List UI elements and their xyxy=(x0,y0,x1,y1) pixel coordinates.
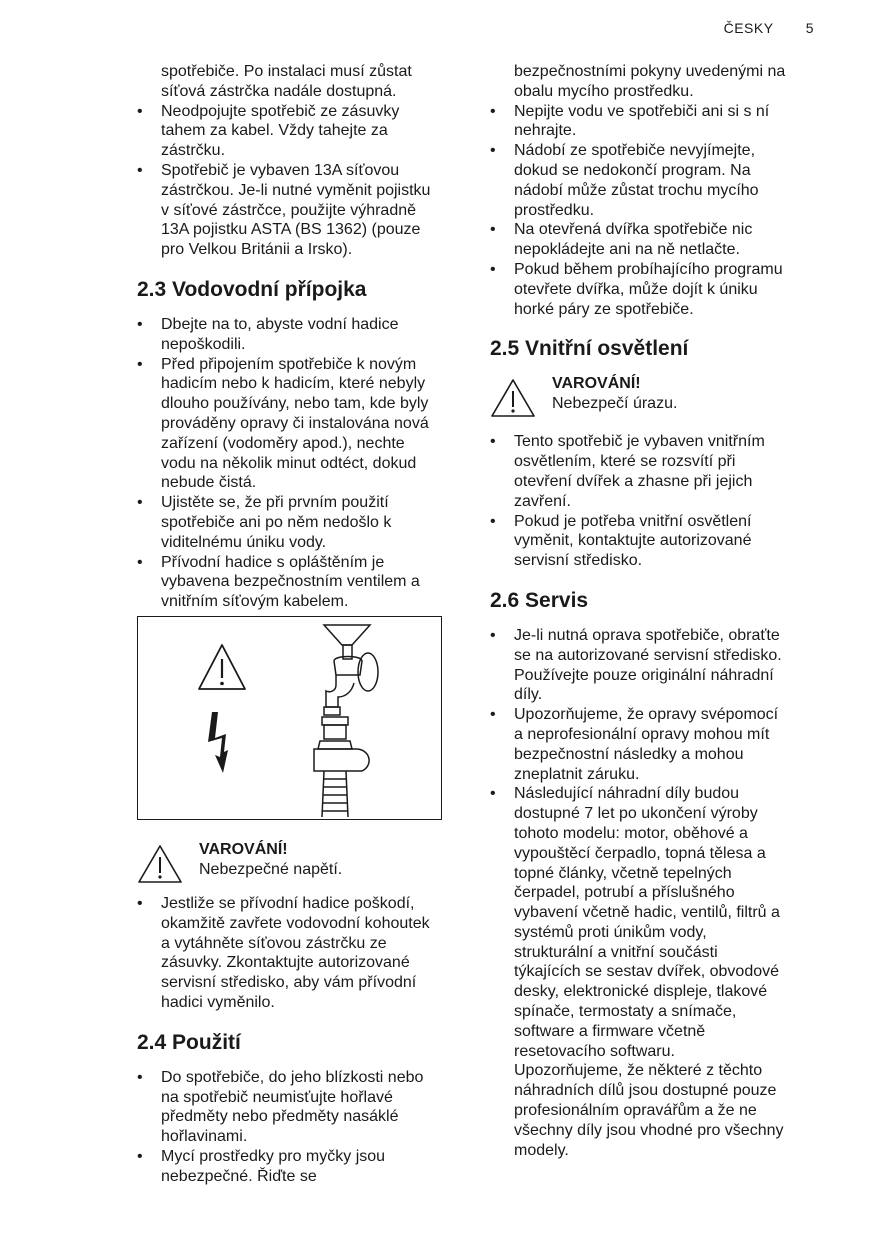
interior-light-bullets xyxy=(490,432,830,571)
text-line: strukturální a vnitřní součásti xyxy=(514,943,718,961)
text-line: vyměnit, kontaktujte autorizované xyxy=(514,532,752,550)
text-line: prováděny opravy či instalována nová xyxy=(161,414,429,432)
text-line: • Spotřebič je vybaven 13A síťovou xyxy=(161,161,400,179)
list-item xyxy=(490,102,830,142)
text-line: hadicím nebo k hadicím, které nebyly xyxy=(161,375,426,393)
text-line: • Jestliže se přívodní hadice poškodí, xyxy=(161,894,415,912)
text-line: se na autorizované servisní středisko. xyxy=(514,646,782,664)
text-line: týkajících se sestav dvířek, obvodové xyxy=(514,963,780,981)
text-line: nebezpečné. Řiďte se xyxy=(161,1167,317,1185)
text-line: software a firmware včetně xyxy=(514,1022,706,1040)
warning-text-block xyxy=(199,840,342,880)
text-line: dlouho používány, nebo tam, kde byly xyxy=(161,395,429,413)
list-item xyxy=(137,493,472,552)
text-line: hadici vyměnilo. xyxy=(161,993,275,1011)
text-line: zástrčkou. Je-li nutné vyměnit pojistku xyxy=(161,181,431,199)
warning-triangle-icon xyxy=(490,378,536,418)
text-line: • Před připojením spotřebiče k novým xyxy=(161,355,417,373)
list-item xyxy=(137,161,472,260)
intro-continuation xyxy=(490,62,830,102)
text-line: všechny díly jsou vhodné pro všechny xyxy=(514,1121,784,1139)
list-item xyxy=(490,432,830,511)
section-heading-2-5: 2.5 Vnitřní osvětlení xyxy=(490,337,689,361)
lightning-bolt-icon xyxy=(208,712,228,773)
text-line: profesionálním opravářům a že ne xyxy=(514,1102,757,1120)
text-line: modely. xyxy=(514,1141,569,1159)
text-line: • Ujistěte se, že při prvním použití xyxy=(161,494,389,512)
text-line: otevření dvířek a zhasne při jejich xyxy=(514,472,753,490)
text-line: nepoškodili. xyxy=(161,335,246,353)
service-bullets xyxy=(490,626,830,1161)
list-item xyxy=(490,220,830,260)
language-label: ČESKY xyxy=(723,20,774,36)
text-line: servisní středisko, aby vám přívodní xyxy=(161,974,417,992)
text-line: nepokládejte ani na ně netlačte. xyxy=(514,241,740,259)
page-number: 5 xyxy=(805,20,814,36)
text-line: spotřebiče ani po něm nedošlo k xyxy=(161,513,392,531)
text-line: • Pokud je potřeba vnitřní osvětlení xyxy=(514,512,752,530)
section-heading-2-6: 2.6 Servis xyxy=(490,588,589,612)
text-line: • Neodpojujte spotřebič ze zásuvky xyxy=(161,102,400,120)
text-line: náhradních dílů jsou dostupné pouze xyxy=(514,1082,777,1100)
list-item xyxy=(137,894,472,1013)
text-line: • Přívodní hadice s opláštěním je xyxy=(161,553,385,571)
text-line: • Pokud během probíhajícího programu xyxy=(514,260,783,278)
text-line: v síťové zástrčce, použijte výhradně xyxy=(161,201,417,219)
text-line: spínače, termostaty a snímače, xyxy=(514,1003,737,1021)
usage-bullets xyxy=(137,1068,472,1187)
text-line: horké páry ze spotřebiče. xyxy=(514,300,694,318)
text-line: dostupné 7 let po ukončení výroby xyxy=(514,805,758,823)
intro-bullet-list xyxy=(137,102,472,260)
text-line: obalu mycího prostředku. xyxy=(514,82,694,100)
text-line: • Na otevřená dvířka spotřebiče nic xyxy=(514,221,753,239)
text-line: • Do spotřebiče, do jeho blízkosti nebo xyxy=(161,1068,424,1086)
text-line: systémů proti únikům vody, xyxy=(514,923,707,941)
intro-continuation xyxy=(137,62,472,102)
water-connection-bullets xyxy=(137,315,472,612)
text-line: • Mycí prostředky pro myčky jsou xyxy=(161,1147,386,1165)
text-line: • Následující náhradní díly budou xyxy=(514,785,740,803)
warning-message: Nebezpečí úrazu. xyxy=(552,395,678,413)
text-line: otevřete dvířka, může dojít k úniku xyxy=(514,280,758,298)
text-line: okamžitě zavřete vodovodní kohoutek xyxy=(161,914,430,932)
text-line: bezpečnostní následky a mohou xyxy=(514,745,744,763)
left-column xyxy=(137,62,472,1186)
text-line: na spotřebič neumisťujte hořlavé xyxy=(161,1088,393,1106)
text-line: zástrčku. xyxy=(161,142,226,160)
text-line: Upozorňujeme, že některé z těchto xyxy=(514,1062,763,1080)
list-item xyxy=(137,355,472,494)
warning-title: VAROVÁNÍ! xyxy=(199,840,288,858)
text-line: vybavení včetně hadic, ventilů, filtrů a xyxy=(514,904,780,922)
text-line: • Nádobí ze spotřebiče nevyjímejte, xyxy=(514,142,756,160)
injury-warning xyxy=(490,374,830,432)
water-tap-icon xyxy=(324,625,378,715)
text-line: vodu na několik minut odtéct, dokud xyxy=(161,454,417,472)
text-line: zařízení (vodoměry apod.), nechte xyxy=(161,434,405,452)
hose-illustration xyxy=(137,616,442,820)
right-column xyxy=(490,62,830,1160)
text-line: resetovacího softwaru. xyxy=(514,1042,675,1060)
list-item xyxy=(490,260,830,319)
text-line: díly. xyxy=(514,686,543,704)
text-line: a vytáhněte síťovou zástrčku ze xyxy=(161,934,387,952)
text-line: nádobí může zůstat trochu mycího xyxy=(514,181,759,199)
text-line: prostředku. xyxy=(514,201,595,219)
text-line: Používejte pouze originální náhradní xyxy=(514,666,774,684)
text-line: nehrajte. xyxy=(514,122,577,140)
text-line: • Dbejte na to, abyste vodní hadice xyxy=(161,315,399,333)
text-line: bezpečnostními pokyny uvedenými na xyxy=(514,63,786,80)
text-line: tahem za kabel. Vždy tahejte za xyxy=(161,122,388,140)
list-item xyxy=(137,1147,472,1187)
section-heading-2-3: 2.3 Vodovodní přípojka xyxy=(137,277,367,301)
text-line: vybavena bezpečnostním ventilem a xyxy=(161,573,420,591)
hose-damage-bullets xyxy=(137,894,472,1013)
text-line: síťová zástrčka nadále dostupná. xyxy=(161,82,397,100)
list-item xyxy=(490,705,830,784)
text-line: zneplatnit záruku. xyxy=(514,765,640,783)
text-line: hořlavinami. xyxy=(161,1128,248,1146)
warning-triangle-icon xyxy=(137,844,183,884)
hose-valve-icon xyxy=(314,717,369,817)
text-line: vypouštěcí čerpadlo, topná tělesa a xyxy=(514,844,766,862)
list-item xyxy=(490,784,830,1160)
text-line: předměty nebo předměty nasáklé xyxy=(161,1108,399,1126)
text-line: tohoto modelu: motor, oběhové a xyxy=(514,824,748,842)
text-line: pro Velkou Británii a Irsko). xyxy=(161,241,353,259)
text-line: servisní středisko. xyxy=(514,552,643,570)
text-line: • Nepijte vodu ve spotřebiči ani si s ní xyxy=(514,102,770,120)
text-line: zásuvky. Zkontaktujte autorizované xyxy=(161,954,410,972)
warning-text-block xyxy=(552,374,677,414)
warning-triangle-icon xyxy=(199,645,245,689)
section-heading-2-4: 2.4 Použití xyxy=(137,1030,241,1054)
list-item xyxy=(137,315,472,355)
text-line: osvětlením, které se rozsvítí při xyxy=(514,453,736,471)
text-line: 13A pojistku ASTA (BS 1362) (pouze xyxy=(161,221,421,239)
text-line: nebude čistá. xyxy=(161,474,257,492)
text-line: desky, elektronické displeje, tlakové xyxy=(514,983,768,1001)
text-line: • Upozorňujeme, že opravy svépomocí xyxy=(514,706,779,724)
voltage-warning xyxy=(137,840,472,894)
hose-illustration-drawing xyxy=(138,617,441,819)
text-line: topné články, včetně tepelných xyxy=(514,864,732,882)
text-line: vnitřním síťovým kabelem. xyxy=(161,593,349,611)
text-line: čerpadel, potrubí a příslušného xyxy=(514,884,735,902)
text-line: • Je-li nutná oprava spotřebiče, obraťte xyxy=(514,626,780,644)
list-item xyxy=(137,553,472,612)
page-header xyxy=(696,20,814,36)
text-line: a neprofesionální opravy mohou mít xyxy=(514,725,770,743)
list-item xyxy=(490,512,830,571)
warning-title: VAROVÁNÍ! xyxy=(552,375,641,393)
text-line: zavření. xyxy=(514,492,571,510)
usage-continued-bullets xyxy=(490,102,830,320)
text-line: • Tento spotřebič je vybaven vnitřním xyxy=(514,433,765,451)
list-item xyxy=(490,141,830,220)
list-item xyxy=(137,102,472,161)
text-line: dokud se nedokončí program. Na xyxy=(514,161,751,179)
text-line: viditelnému úniku vody. xyxy=(161,533,327,551)
list-item xyxy=(137,1068,472,1147)
warning-message: Nebezpečné napětí. xyxy=(199,860,343,878)
list-item xyxy=(490,626,830,705)
text-line: spotřebiče. Po instalaci musí zůstat xyxy=(161,63,412,80)
